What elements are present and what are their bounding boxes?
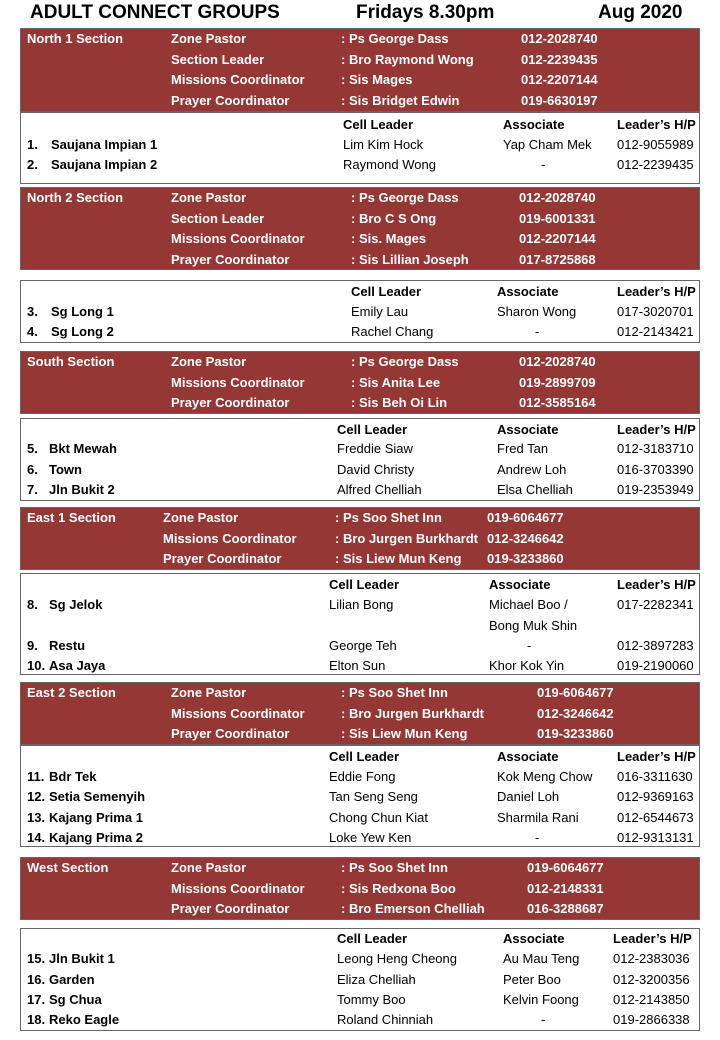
associate-name: Bong Muk Shin — [489, 618, 578, 633]
role-title: Prayer Coordinator — [171, 901, 290, 916]
cell-leader-name: Freddie Siaw — [337, 441, 413, 456]
group-number: 13. — [27, 810, 46, 825]
column-header-cell-leader: Cell Leader — [343, 117, 414, 132]
role-title: Prayer Coordinator — [171, 395, 290, 410]
section-name: South Section — [27, 354, 115, 369]
role-holder-phone: 019-6630197 — [521, 92, 598, 108]
leader-phone: 012-6544673 — [617, 810, 694, 825]
group-name: Restu — [49, 638, 86, 653]
cell-leader-name: Loke Yew Ken — [329, 830, 412, 845]
cell-groups-panel — [20, 745, 700, 847]
cell-leader-name: Eddie Fong — [329, 769, 396, 784]
group-number: 3. — [27, 304, 38, 319]
group-name: Garden — [49, 972, 95, 987]
cell-leader-name: Emily Lau — [351, 304, 409, 319]
group-name: Kajang Prima 1 — [49, 810, 143, 825]
role-holder-phone: 019-6064677 — [487, 510, 564, 525]
cell-groups-panel — [20, 280, 700, 343]
role-holder-phone: 012-2148331 — [527, 880, 604, 896]
cell-groups-panel — [20, 928, 700, 1031]
leader-phone: 019-2866338 — [613, 1012, 690, 1027]
role-holder-phone: 012-2028740 — [519, 354, 596, 369]
group-name: Saujana Impian 1 — [51, 137, 158, 152]
group-name: Jln Bukit 2 — [49, 482, 115, 497]
associate-name: - — [541, 1012, 546, 1027]
role-title: Zone Pastor — [171, 354, 247, 369]
associate-name: Sharmila Rani — [497, 810, 579, 825]
role-holder-name: : Ps George Dass — [351, 354, 459, 369]
leader-phone: 019-2353949 — [617, 482, 694, 497]
role-title: Zone Pastor — [163, 510, 239, 525]
role-holder-name: : Sis Liew Mun Keng — [341, 726, 468, 741]
column-header-leaders-hp: Leader’s H/P — [617, 577, 696, 592]
role-title: Section Leader — [171, 51, 265, 67]
section-name: North 2 Section — [27, 190, 124, 205]
role-holder-name: : Bro C S Ong — [351, 210, 437, 226]
cell-leader-name: Tan Seng Seng — [329, 789, 418, 804]
cell-leader-name: George Teh — [329, 638, 397, 653]
role-title: Missions Coordinator — [171, 705, 305, 721]
leader-phone: 012-3183710 — [617, 441, 694, 456]
column-header-leaders-hp: Leader’s H/P — [617, 284, 696, 299]
role-holder-name: : Sis Redxona Boo — [341, 880, 456, 896]
group-name: Sg Chua — [49, 992, 102, 1007]
group-name: Kajang Prima 2 — [49, 830, 143, 845]
associate-name: - — [535, 324, 540, 339]
role-holder-name: : Sis Mages — [341, 72, 413, 87]
section-leadership-panel — [20, 187, 700, 270]
cell-leader-name: Eliza Chelliah — [337, 972, 416, 987]
role-holder-name: : Sis. Mages — [351, 231, 427, 246]
section-name: East 1 Section — [27, 510, 116, 525]
group-number: 8. — [27, 597, 38, 612]
leader-phone: 012-2383036 — [613, 951, 690, 966]
group-name: Sg Long 2 — [51, 324, 114, 339]
column-header-cell-leader: Cell Leader — [337, 422, 408, 437]
role-title: Missions Coordinator — [171, 374, 305, 390]
role-holder-phone: 019-2899709 — [519, 374, 596, 390]
group-name: Reko Eagle — [49, 1012, 120, 1027]
role-holder-phone: 019-3233860 — [537, 726, 614, 741]
section-name: East 2 Section — [27, 685, 116, 700]
column-header-leaders-hp: Leader’s H/P — [617, 422, 696, 437]
role-holder-phone: 012-3246642 — [487, 530, 564, 546]
cell-leader-name: Lilian Bong — [329, 597, 394, 612]
role-holder-phone: 019-6064677 — [537, 685, 614, 700]
column-header-leaders-hp: Leader’s H/P — [617, 117, 696, 132]
leader-phone: 012-2239435 — [617, 157, 694, 172]
role-title: Zone Pastor — [171, 190, 247, 205]
section-name: North 1 Section — [27, 31, 124, 46]
column-header-associate: Associate — [497, 749, 559, 764]
group-name: Setia Semenyih — [49, 789, 146, 804]
leader-phone: 012-2143850 — [613, 992, 690, 1007]
role-holder-phone: 019-3233860 — [487, 551, 564, 566]
cell-groups-panel — [20, 418, 700, 501]
leader-phone: 012-9369163 — [617, 789, 694, 804]
group-number: 12. — [27, 789, 46, 804]
associate-name: Sharon Wong — [497, 304, 577, 319]
leader-phone: 012-9313131 — [617, 830, 694, 845]
cell-leader-name: Lim Kim Hock — [343, 137, 424, 152]
associate-name: Elsa Chelliah — [497, 482, 573, 497]
column-header-leaders-hp: Leader’s H/P — [613, 931, 692, 946]
role-holder-name: : Sis Liew Mun Keng — [335, 551, 462, 566]
leader-phone: 012-9055989 — [617, 137, 694, 152]
leader-phone: 012-2143421 — [617, 324, 694, 339]
associate-name: Kelvin Foong — [503, 992, 579, 1007]
associate-name: - — [535, 830, 540, 845]
cell-groups-panel — [20, 573, 700, 675]
column-header-associate: Associate — [503, 117, 565, 132]
associate-name: Au Mau Teng — [503, 951, 580, 966]
group-name: Sg Long 1 — [51, 304, 114, 319]
column-header-associate: Associate — [503, 931, 565, 946]
cell-groups-panel — [20, 112, 700, 184]
role-holder-name: : Ps George Dass — [351, 190, 459, 205]
group-number: 9. — [27, 638, 38, 653]
cell-leader-name: Rachel Chang — [351, 324, 434, 339]
role-holder-name: : Bro Emerson Chelliah — [341, 901, 485, 916]
role-holder-name: : Ps Soo Shet Inn — [341, 685, 448, 700]
associate-name: Peter Boo — [503, 972, 561, 987]
leader-phone: 012-3200356 — [613, 972, 690, 987]
section-leadership-panel — [20, 682, 700, 745]
associate-name: Daniel Loh — [497, 789, 560, 804]
role-title: Section Leader — [171, 210, 265, 226]
column-header-associate: Associate — [497, 284, 559, 299]
section-leadership-panel — [20, 857, 700, 920]
column-header-cell-leader: Cell Leader — [329, 577, 400, 592]
group-name: Sg Jelok — [49, 597, 103, 612]
role-holder-name: : Sis Anita Lee — [351, 374, 441, 390]
role-title: Zone Pastor — [171, 860, 247, 875]
group-name: Town — [49, 462, 82, 477]
cell-leader-name: Elton Sun — [329, 658, 386, 673]
role-holder-name: : Ps Soo Shet Inn — [335, 510, 442, 525]
role-holder-name: : Bro Raymond Wong — [341, 51, 474, 67]
group-number: 2. — [27, 157, 38, 172]
role-holder-name: : Sis Bridget Edwin — [341, 92, 460, 108]
group-name: Bdr Tek — [49, 769, 97, 784]
column-header-cell-leader: Cell Leader — [329, 749, 400, 764]
leader-phone: 019-2190060 — [617, 658, 694, 673]
cell-leader-name: Chong Chun Kiat — [329, 810, 429, 825]
section-leadership-panel — [20, 28, 700, 112]
group-name: Bkt Mewah — [49, 441, 117, 456]
group-number: 17. — [27, 992, 46, 1007]
leader-phone: 017-2282341 — [617, 597, 694, 612]
role-holder-name: : Bro Jurgen Burkhardt — [335, 530, 479, 546]
role-holder-phone: 012-2028740 — [519, 190, 596, 205]
role-holder-phone: 019-6064677 — [527, 860, 604, 875]
role-title: Missions Coordinator — [171, 880, 305, 896]
group-number: 15. — [27, 951, 46, 966]
cell-leader-name: Roland Chinniah — [337, 1012, 434, 1027]
column-header-leaders-hp: Leader’s H/P — [617, 749, 696, 764]
role-holder-phone: 017-8725868 — [519, 251, 596, 267]
group-number: 4. — [27, 324, 38, 339]
role-title: Prayer Coordinator — [171, 726, 290, 741]
role-holder-name: : Ps Soo Shet Inn — [341, 860, 448, 875]
role-holder-phone: 016-3288687 — [527, 901, 604, 916]
section-leadership-panel — [20, 351, 700, 414]
column-header-associate: Associate — [497, 422, 559, 437]
role-holder-phone: 012-2028740 — [521, 31, 598, 46]
associate-name: Fred Tan — [497, 441, 549, 456]
role-holder-name: : Ps George Dass — [341, 31, 449, 46]
page-title: ADULT CONNECT GROUPS — [30, 2, 280, 23]
cell-leader-name: Raymond Wong — [343, 157, 436, 172]
associate-name: Andrew Loh — [497, 462, 567, 477]
role-title: Prayer Coordinator — [171, 92, 290, 108]
group-number: 10. — [27, 658, 46, 673]
role-title: Missions Coordinator — [163, 530, 297, 546]
leader-phone: 016-3703390 — [617, 462, 694, 477]
associate-name: Kok Meng Chow — [497, 769, 593, 784]
role-holder-phone: 012-2239435 — [521, 51, 598, 67]
group-number: 18. — [27, 1012, 46, 1027]
role-holder-phone: 012-2207144 — [519, 231, 596, 246]
role-title: Prayer Coordinator — [171, 251, 290, 267]
group-number: 5. — [27, 441, 38, 456]
associate-name: - — [541, 157, 546, 172]
associate-name: - — [527, 638, 532, 653]
associate-name: Michael Boo / — [489, 597, 568, 612]
section-name: West Section — [27, 860, 109, 875]
meeting-time: Fridays 8.30pm — [356, 2, 495, 23]
column-header-cell-leader: Cell Leader — [351, 284, 422, 299]
issue-date: Aug 2020 — [598, 2, 683, 23]
cell-leader-name: Leong Heng Cheong — [337, 951, 457, 966]
leader-phone: 016-3311630 — [617, 769, 693, 784]
associate-name: Khor Kok Yin — [489, 658, 565, 673]
group-name: Asa Jaya — [49, 658, 106, 673]
role-holder-phone: 012-2207144 — [521, 72, 598, 87]
group-name: Jln Bukit 1 — [49, 951, 115, 966]
role-holder-name: : Sis Beh Oi Lin — [351, 395, 448, 410]
role-title: Zone Pastor — [171, 685, 247, 700]
group-number: 7. — [27, 482, 38, 497]
role-holder-name: : Sis Lillian Joseph — [351, 251, 469, 267]
role-title: Missions Coordinator — [171, 231, 305, 246]
role-title: Missions Coordinator — [171, 72, 305, 87]
cell-leader-name: Tommy Boo — [337, 992, 406, 1007]
leader-phone: 012-3897283 — [617, 638, 694, 653]
group-number: 11. — [27, 769, 45, 784]
associate-name: Yap Cham Mek — [503, 137, 592, 152]
group-number: 16. — [27, 972, 46, 987]
cell-leader-name: David Christy — [337, 462, 415, 477]
role-holder-phone: 019-6001331 — [519, 210, 596, 226]
group-name: Saujana Impian 2 — [51, 157, 158, 172]
role-holder-phone: 012-3246642 — [537, 705, 614, 721]
cell-leader-name: Alfred Chelliah — [337, 482, 422, 497]
role-holder-name: : Bro Jurgen Burkhardt — [341, 705, 485, 721]
role-title: Zone Pastor — [171, 31, 247, 46]
column-header-associate: Associate — [489, 577, 551, 592]
leader-phone: 017-3020701 — [617, 304, 694, 319]
column-header-cell-leader: Cell Leader — [337, 931, 408, 946]
group-number: 1. — [27, 137, 38, 152]
section-leadership-panel — [20, 507, 700, 570]
group-number: 14. — [27, 830, 46, 845]
role-title: Prayer Coordinator — [163, 551, 282, 566]
group-number: 6. — [27, 462, 38, 477]
role-holder-phone: 012-3585164 — [519, 395, 596, 410]
